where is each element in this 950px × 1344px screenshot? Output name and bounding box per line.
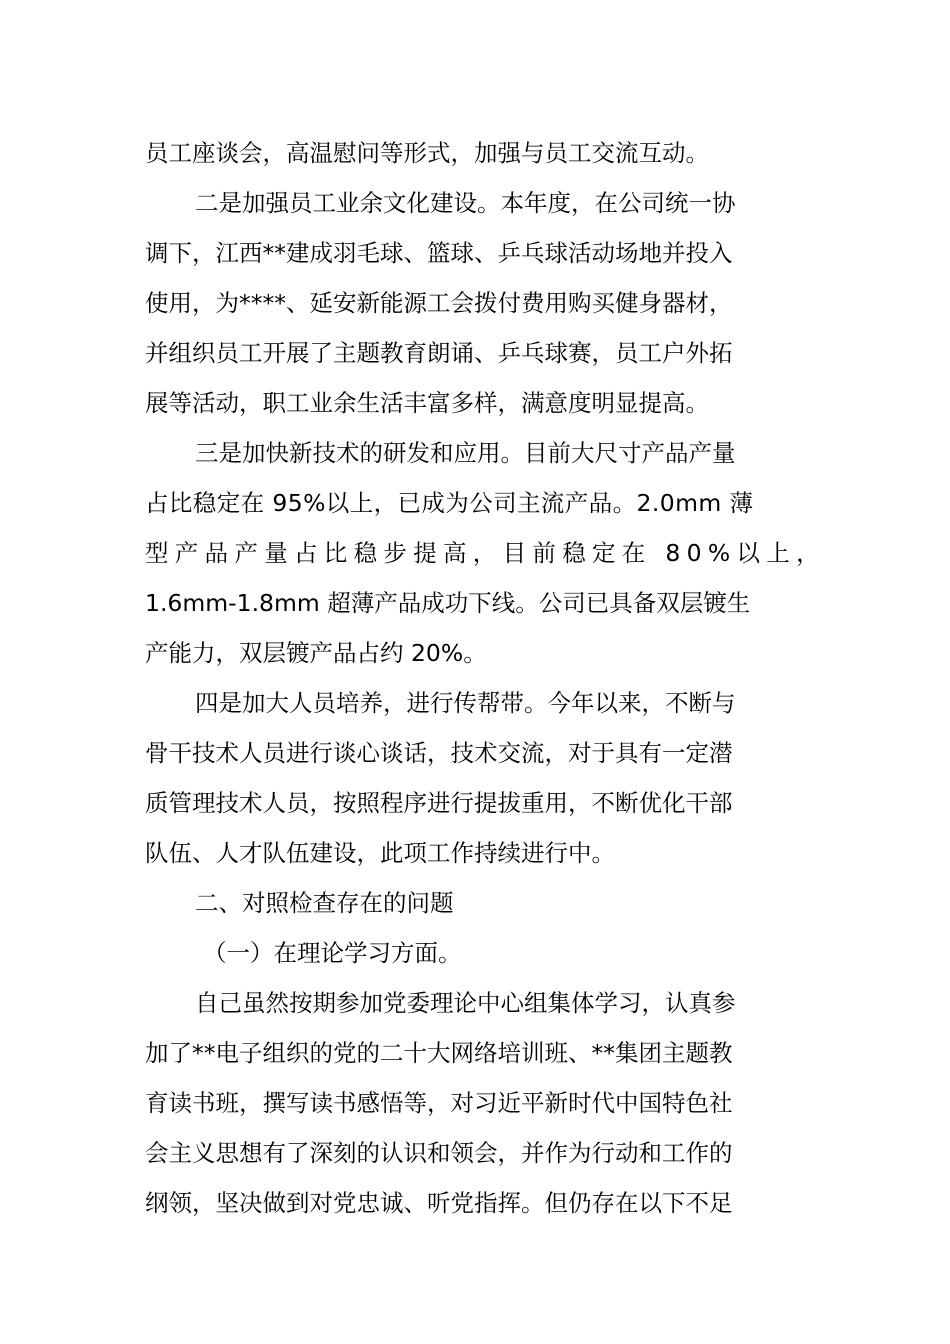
body-text-line: 纲领，坚决做到对党忠诚、听党指挥。但仍存在以下不足 <box>145 1189 733 1217</box>
document-body <box>145 128 826 1228</box>
body-text-line: 1.6mm-1.8mm 超薄产品成功下线。公司已具备双层镀生 <box>145 589 751 617</box>
body-text-line: 产能力，双层镀产品占约 20%。 <box>145 639 487 667</box>
body-text-line: 型产品产量占比稳步提高，目前稳定在 80%以上， <box>145 539 826 567</box>
body-text-line: 会主义思想有了深刻的认识和领会，并作为行动和工作的 <box>145 1139 733 1167</box>
body-text-line: 队伍、人才队伍建设，此项工作持续进行中。 <box>145 839 615 867</box>
paragraph-start-line: 三是加快新技术的研发和应用。目前大尺寸产品产量 <box>195 439 736 467</box>
body-text-line: 员工座谈会，高温慰问等形式，加强与员工交流互动。 <box>145 139 709 167</box>
body-text-line: 展等活动，职工业余生活丰富多样，满意度明显提高。 <box>145 389 709 417</box>
body-text-line: 育读书班，撰写读书感悟等，对习近平新时代中国特色社 <box>145 1089 733 1117</box>
section-heading: 二、对照检查存在的问题 <box>195 889 454 917</box>
body-text-line: 调下，江西**建成羽毛球、篮球、乒乓球活动场地并投入 <box>145 239 733 267</box>
subsection-heading: （一）在理论学习方面。 <box>203 939 462 967</box>
body-text-line: 使用，为****、延安新能源工会拨付费用购买健身器材， <box>145 289 733 317</box>
body-text-line: 加了**电子组织的党的二十大网络培训班、**集团主题教 <box>145 1039 733 1067</box>
body-text-line: 并组织员工开展了主题教育朗诵、乒乓球赛，员工户外拓 <box>145 339 733 367</box>
body-text-line: 占比稳定在 95%以上，已成为公司主流产品。2.0mm 薄 <box>145 489 754 517</box>
paragraph-start-line: 二是加强员工业余文化建设。本年度，在公司统一协 <box>195 189 736 217</box>
paragraph-start-line: 四是加大人员培养，进行传帮带。今年以来，不断与 <box>195 689 736 717</box>
paragraph-start-line: 自己虽然按期参加党委理论中心组集体学习，认真参 <box>195 989 736 1017</box>
body-text-line: 骨干技术人员进行谈心谈话，技术交流，对于具有一定潜 <box>145 739 733 767</box>
body-text-line: 质管理技术人员，按照程序进行提拔重用，不断优化干部 <box>145 789 733 817</box>
